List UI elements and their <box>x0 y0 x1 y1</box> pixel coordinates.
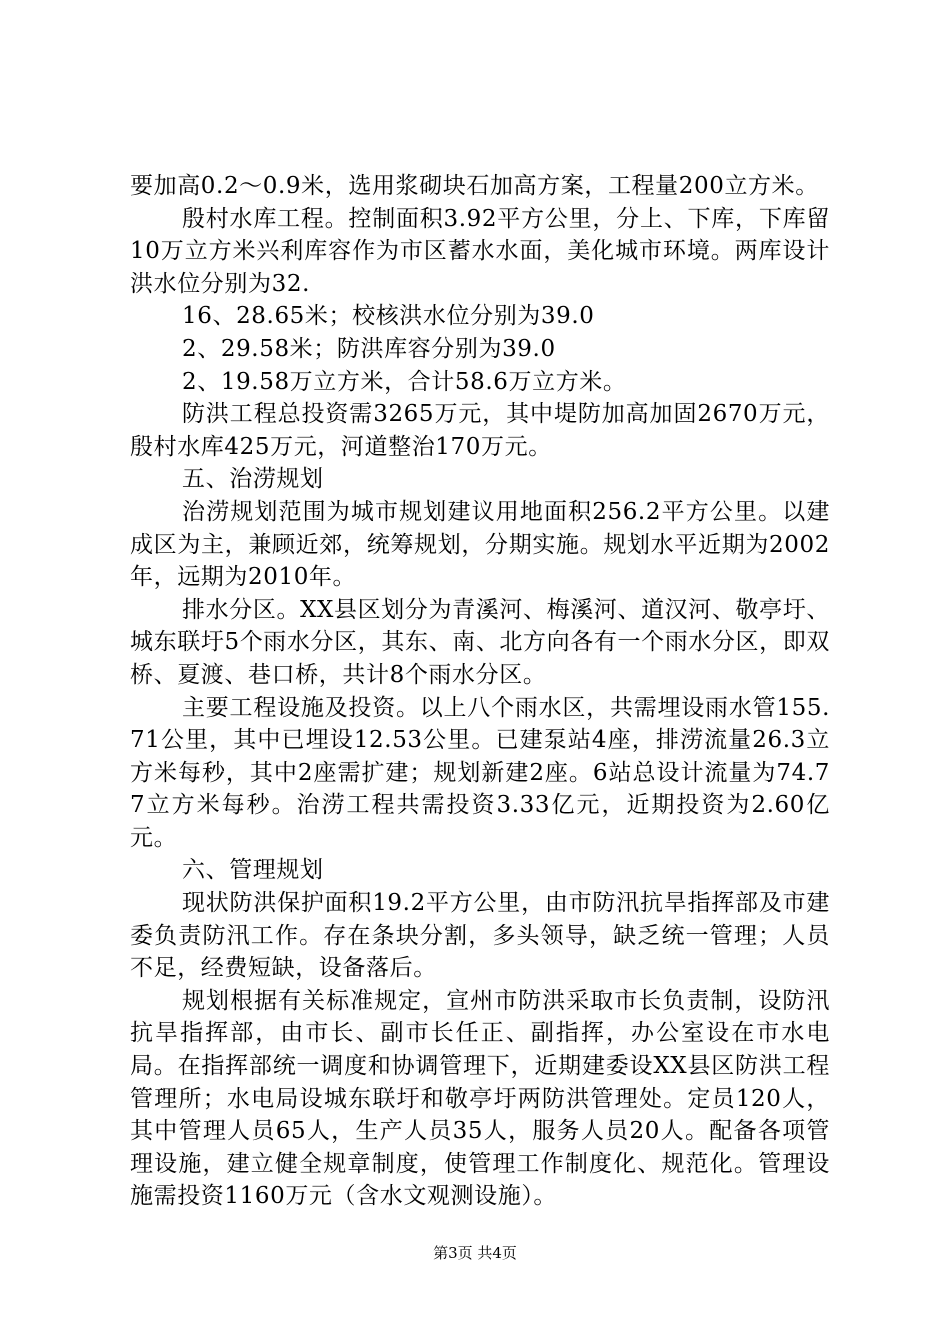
page-number-footer: 第3页 共4页 <box>433 1244 517 1262</box>
section-heading-management: 六、管理规划 <box>182 857 324 884</box>
paragraph-design-flood-level: 16、28.65米；校核洪水位分别为39.0 <box>182 303 595 330</box>
paragraph-drainage-scope: 治涝规划范围为城市规划建议用地面积256.2平方公里。以建成区为主，兼顾近郊，统筹规划，分期实施。规划水平近期为2002年，远期为2010年。 <box>130 498 830 591</box>
paragraph-drainage-zones: 排水分区。XX县区划分为青溪河、梅溪河、道汉河、敬亭圩、城东联圩5个雨水分区，其东、南、北方向各有一个雨水分区，即双桥、夏渡、巷口桥，共计8个雨水分区。 <box>130 596 830 688</box>
section-heading-drainage: 五、治涝规划 <box>182 466 324 493</box>
document-body <box>130 170 830 1213</box>
paragraph-management-plan: 规划根据有关标准规定，宣州市防洪采取市长负责制，设防汛抗旱指挥部，由市长、副市长任正、副指挥，办公室设在市水电局。在指挥部统一调度和协调管理下，近期建委设XX县区防洪工程管理所；水电局设城东联圩和敬亭圩两防洪管理处。定员120人，其中管理人员65人，生产人员35人，服务人员20人。配备各项管理设施，建立健全规章制度，使管理工作制度化、规范化。管理设施需投资1160万元（含水文观测设施）。 <box>130 987 830 1210</box>
paragraph-total-investment: 防洪工程总投资需3265万元，其中堤防加高加固2670万元，殷村水库425万元，河道整治170万元。 <box>130 401 830 460</box>
paragraph-current-status: 现状防洪保护面积19.2平方公里，由市防汛抗旱指挥部及市建委负责防汛工作。存在条块分割，多头领导，缺乏统一管理；人员不足，经费短缺，设备落后。 <box>130 890 830 982</box>
paragraph-continuation: 要加高0.2～0.9米，选用浆砌块石加高方案，工程量200立方米。 <box>130 173 819 199</box>
paragraph-yincun-reservoir: 殷村水库工程。控制面积3.92平方公里，分上、下库，下库留10万立方米兴利库容作为市区蓄水水面，美化城市环境。两库设计洪水位分别为32. <box>130 205 830 297</box>
paragraph-flood-storage: 2、19.58万立方米，合计58.6万立方米。 <box>182 368 627 395</box>
paragraph-check-flood-level: 2、29.58米；防洪库容分别为39.0 <box>182 335 556 362</box>
paragraph-main-facilities: 主要工程设施及投资。以上八个雨水区，共需埋设雨水管155.71公里，其中已埋设12.53公里。已建泵站4座，排涝流量26.3立方米每秒，其中2座需扩建；规划新建2座。6站总设计流量为74.77立方米每秒。治涝工程共需投资3.33亿元，近期投资为2.60亿元。 <box>130 694 830 851</box>
